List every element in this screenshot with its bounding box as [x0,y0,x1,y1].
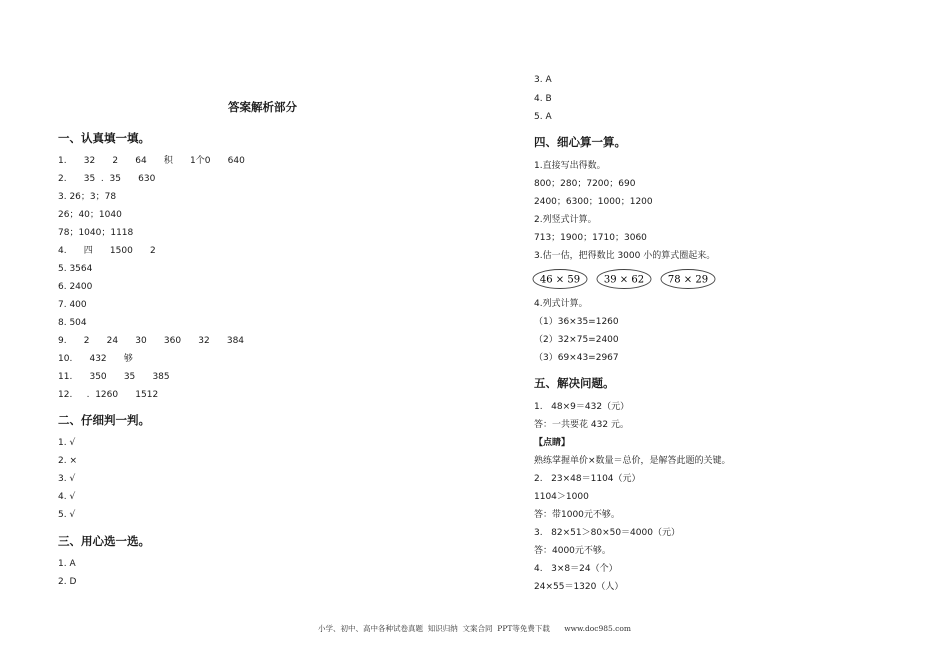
answer-line: 4. 3×8＝24（个） [534,564,618,574]
circled-expression: 78 × 29 [667,274,709,286]
answer-line: 3. A [534,75,552,85]
answer-line: 5. √ [58,510,76,520]
answer-line: 1.直接写出得数。 [534,161,606,171]
section-heading-solve: 五、解决问题。 [534,376,615,390]
answer-line: 1. √ [58,438,76,448]
answer-line: 800；280；7200；690 [534,179,636,189]
answer-line: 5. A [534,112,552,122]
answer-line: （2）32×75=2400 [534,335,619,345]
answer-line: 答：4000元不够。 [534,546,611,556]
answer-line: 3. √ [58,474,76,484]
section-heading-judge: 二、仔细判一判。 [58,413,150,427]
answer-line: 713；1900；1710；3060 [534,233,647,243]
answer-line: 2.列竖式计算。 [534,215,597,225]
answer-line: 1. 48×9＝432（元） [534,402,630,412]
answer-line: 26；40；1040 [58,210,122,220]
answer-line: 3.估一估，把得数比 3000 小的算式圈起来。 [534,251,716,261]
answer-line: 9. 2 24 30 360 32 384 [58,336,245,346]
circled-expression: 46 × 59 [539,274,581,286]
answer-line: （3）69×43=2967 [534,353,619,363]
answer-line: 2. 23×48＝1104（元） [534,474,641,484]
answer-line: 7. 400 [58,300,87,310]
answer-line: 3. 26；3；78 [58,192,117,202]
answer-line: 78；1040；1118 [58,228,134,238]
answer-line: 2. 35 . 35 630 [58,174,156,184]
answer-line: 1104＞1000 [534,492,589,502]
answer-line: 4. √ [58,492,76,502]
answer-line: 答：一共要花 432 元。 [534,420,629,430]
answer-line: 10. 432 够 [58,354,133,364]
answer-line: （1）36×35=1260 [534,317,619,327]
page-footer: 小学、初中、高中各种试卷真题 知识归纳 文案合同 PPT等免费下载 www.doc985.com [318,624,631,633]
answer-line: 2. × [58,456,77,466]
answer-line: 12. . 1260 1512 [58,390,159,400]
answer-line: 2. D [58,577,77,587]
answer-line: 4. B [534,94,552,104]
answer-line: 8. 504 [58,318,87,328]
page-title: 答案解析部分 [228,100,297,114]
circled-expression: 39 × 62 [603,274,645,286]
answer-line: 熟练掌握单价×数量＝总价，是解答此题的关键。 [534,456,731,466]
answer-line: 2400；6300；1000；1200 [534,197,653,207]
answer-line: 4. 四 1500 2 [58,246,156,256]
answer-line: 5. 3564 [58,264,93,274]
answer-line: 11. 350 35 385 [58,372,170,382]
answer-line: 1. 32 2 64 积 1个0 640 [58,156,245,166]
answer-line: 24×55＝1320（人） [534,582,624,592]
answer-line: 4.列式计算。 [534,299,588,309]
section-heading-choose: 三、用心选一选。 [58,534,150,548]
answer-line: 1. A [58,559,76,569]
answer-line: 【点睛】 [534,438,571,448]
answer-line: 6. 2400 [58,282,93,292]
answer-line: 答：带1000元不够。 [534,510,620,520]
section-heading-fill: 一、认真填一填。 [58,131,150,145]
answer-line: 3. 82×51＞80×50＝4000（元） [534,528,680,538]
circled-expressions [532,268,732,290]
section-heading-calculate: 四、细心算一算。 [534,135,626,149]
